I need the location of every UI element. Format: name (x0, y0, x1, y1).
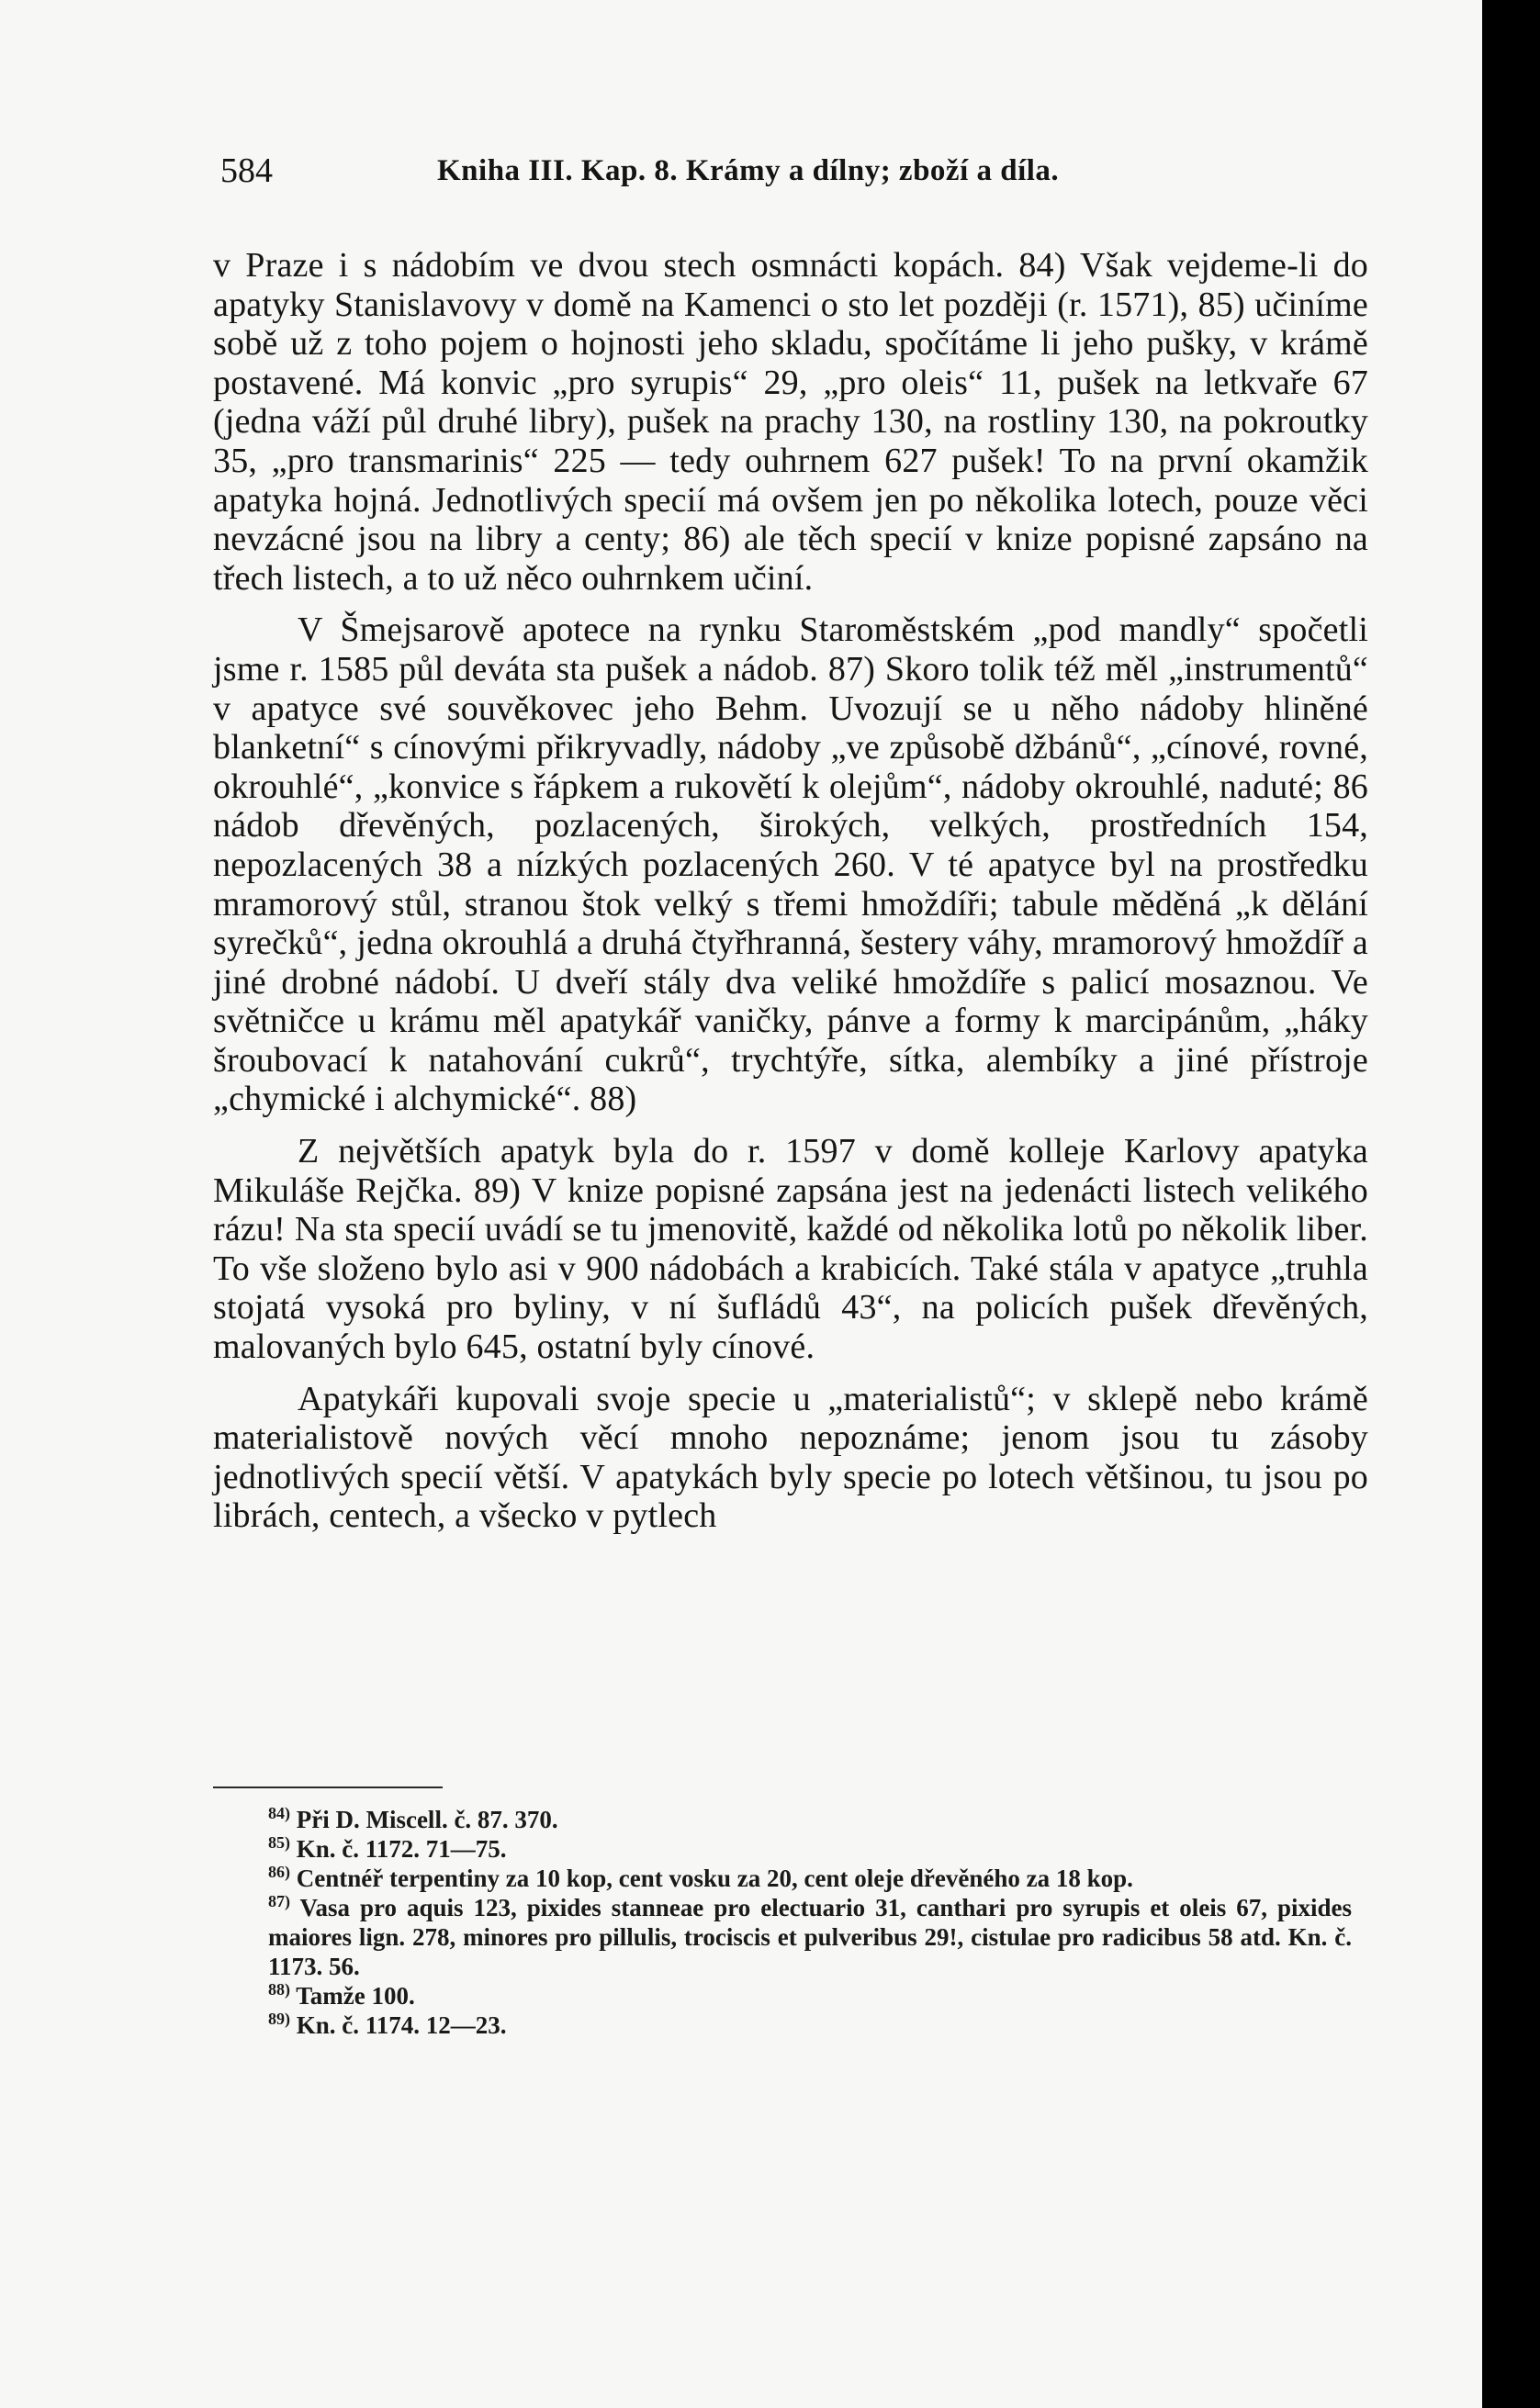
footnote-text: Kn. č. 1172. 71—75. (296, 1835, 507, 1863)
footnote-mark: 86) (268, 1863, 290, 1881)
footnote-mark: 85) (268, 1833, 290, 1852)
scan-edge (1482, 0, 1540, 2408)
body-text (213, 246, 1368, 1536)
page-number: 584 (220, 151, 273, 190)
footnote-86 (213, 1864, 1352, 1893)
paragraph-3: Z největších apatyk byla do r. 1597 v domě kolleje Karlovy apatyka Mikuláše Rejčka. 89) V knize popisné zapsána jest na jedenácti listech velikého rázu! Na sta specií uvádí se tu jmenovitě, každé od několika lotů po několik liber. To vše složeno bylo asi v 900 nádobách a krabicích. Také stála v apatyce „truhla stojatá vysoká pro byliny, v ní šufládů 43“, na policích pušek dřevěných, malovaných bylo 645, ostatní byly cínové. (213, 1132, 1368, 1367)
footnote-87 (213, 1893, 1352, 1981)
footnote-text: Centnéř terpentiny za 10 kop, cent vosku za 20, cent oleje dřevěného za 18 kop. (296, 1865, 1133, 1892)
page-header (220, 151, 1368, 202)
paragraph-4: Apatykáři kupovali svoje specie u „materialistů“; v sklepě nebo krámě materialistově nových věcí mnoho nepoznáme; jenom jsou tu zásoby jednotlivých specií větší. V apatykách byly specie po lotech většinou, tu jsou po librách, centech, a všecko v pytlech (213, 1379, 1368, 1536)
footnote-text: Vasa pro aquis 123, pixides stanneae pro electuario 31, canthari pro syrupis et oleis 67, pixides maiores lign. 278, minores pro pillulis, trociscis et pulveribus 29!, cistulae pro radicibus 58 atd. Kn. č. 1173. 56. (268, 1894, 1352, 1980)
footnotes (213, 1805, 1352, 2040)
footnote-text: Tamže 100. (296, 1982, 415, 2010)
footnote-mark: 89) (268, 2010, 290, 2028)
footnote-mark: 87) (268, 1892, 290, 1910)
footnote-divider (213, 1786, 443, 1788)
footnote-mark: 84) (268, 1804, 290, 1822)
footnote-text: Při D. Miscell. č. 87. 370. (296, 1806, 558, 1833)
footnote-text: Kn. č. 1174. 12—23. (296, 2011, 507, 2039)
footnote-85 (213, 1834, 1352, 1864)
footnote-89 (213, 2010, 1352, 2040)
footnote-88 (213, 1981, 1352, 2010)
footnote-mark: 88) (268, 1980, 290, 1999)
paragraph-1: v Praze i s nádobím ve dvou stech osmnácti kopách. 84) Však vejdeme-li do apatyky Stanislavovy v domě na Kamenci o sto let později (r. 1571), 85) učiníme sobě už z toho pojem o hojnosti jeho skladu, spočítáme li jeho pušky, v krámě postavené. Má konvic „pro syrupis“ 29, „pro oleis“ 11, pušek na letkvaře 67 (jedna váží půl druhé libry), pušek na prachy 130, na rostliny 130, na pokroutky 35, „pro transmarinis“ 225 — tedy ouhrnem 627 pušek! To na první okamžik apatyka hojná. Jednotlivých specií má ovšem jen po několika lotech, pouze věci nevzácné jsou na libry a centy; 86) ale těch specií v knize popisné zapsáno na třech listech, a to už něco ouhrnkem učiní. (213, 246, 1368, 598)
paragraph-2: V Šmejsarově apotece na rynku Staroměstském „pod mandly“ spočetli jsme r. 1585 půl deváta sta pušek a nádob. 87) Skoro tolik též měl „instrumentů“ v apatyce své souvěkovec jeho Behm. Uvozují se u něho nádoby hliněné blanketní“ s cínovými přikryvadly, nádoby „ve způsobě džbánů“, „cínové, rovné, okrouhlé“, „konvice s řápkem a rukovětí k olejům“, nádoby okrouhlé, naduté; 86 nádob dřevěných, pozlacených, širokých, velkých, prostředních 154, nepozlacených 38 a nízkých pozlacených 260. V té apatyce byl na prostředku mramorový stůl, stranou štok velký s třemi hmoždíři; tabule měděná „k dělání syrečků“, jedna okrouhlá a druhá čtyřhranná, šestery váhy, mramorový hmoždíř a jiné drobné nádobí. U dveří stály dva veliké hmoždíře s palicí mosaznou. Ve světničce u krámu měl apatykář vaničky, pánve a formy k marcipánům, „háky šroubovací k natahování cukrů“, trychtýře, sítka, alembíky a jiné přístroje „chymické i alchymické“. 88) (213, 610, 1368, 1119)
running-head: Kniha III. Kap. 8. Krámy a dílny; zboží a díla. (437, 154, 1060, 187)
footnote-84 (213, 1805, 1352, 1834)
